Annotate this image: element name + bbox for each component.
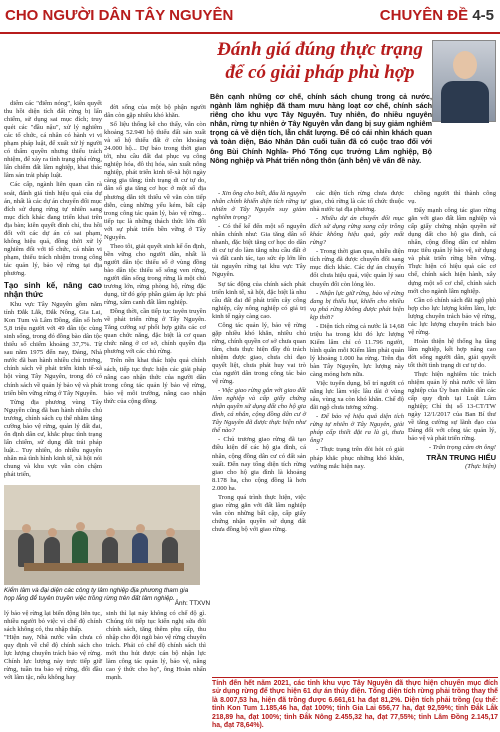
col4-para-6: Việc tuyển dụng, bố trí người có năng lực làm việc lâu dài ở vùng sâu, vùng xa còn khó khăn. Chế độ đãi ngộ chưa tương xứng. <box>310 380 404 412</box>
portrait-suit <box>441 81 489 123</box>
col4-para-7: - Để bảo vệ hiệu quả diện tích rừng tự nhiên ở Tây Nguyên, giải pháp cấp thiết đặt ra là gì, thưa ông? <box>310 413 404 445</box>
photo-credit: Ảnh: TTXVN <box>174 600 210 607</box>
byline: TRẦN TRUNG HIẾU <box>426 452 496 462</box>
col3-para-4: Công tác quản lý, bảo vệ rừng gặp nhiều khó khăn, nhiều chủ rừng, chính quyền cơ sở chưa quan tâm, chưa thực hiện đầy đủ trách nhiệm được giao, chưa chỉ đạo quyết liệt, chưa phát huy vai trò của người dân trong công tác bảo vệ rừng. <box>212 321 306 386</box>
col4-para-5: - Diện tích rừng cả nước là 14,68 triệu ha trong khi đó lực lượng Kiểm lâm chỉ có 11.796 người, bình quân mỗi Kiểm lâm phải quản lý khoảng 1.000 ha rừng. Trên địa bàn Tây Nguyên, lực lượng này càng mỏng hơn nữa. <box>310 322 404 379</box>
masthead <box>0 0 500 34</box>
portrait-photo <box>432 40 496 122</box>
closing-thanks: - Trân trọng cảm ơn ông! <box>428 444 496 452</box>
section-label <box>380 7 494 24</box>
col5-para-5: Thực hiện nghiêm túc trách nhiệm quản lý nhà nước về lâm nghiệp của Ủy ban nhân dân các cấp quy định tại Luật Lâm nghiệp; Chỉ thị số 13-CT/TW ngày 12/1/2017 của Ban Bí thư về tăng cường sự lãnh đạo của Đảng đối với công tác quản lý, bảo vệ và phát triển rừng. <box>408 371 496 443</box>
col4-para-8: - Thực trạng trên đòi hỏi có giải pháp khắc phục những khó khăn, vướng mắc hiện nay. <box>310 446 404 470</box>
photo-person <box>18 533 34 567</box>
col1-para-3: Khu vực Tây Nguyên gồm năm tỉnh Đắk Lắk, Đắk Nông, Gia Lai, Kon Tum và Lâm Đồng, dân số hơn 5,8 triệu người với 49 dân tộc cùng sinh sống, trong đó đồng bào dân tộc thiểu số chiếm khoảng 37,7%. Từ sau năm 1975 đến nay, Đảng, Nhà nước đã ban hành nhiều chủ trương, chính sách về phát triển kinh tế-xã hội vùng Tây Nguyên, trong đó có chính sách về quản lý bảo vệ và phát triển bền vững rừng ở Tây Nguyên. <box>4 301 102 397</box>
col2-bottom: sinh thì lại nảy không có chế độ gì. Chúng tôi tiếp tục kiến nghị sửa đổi chính sách, tăng thêm phụ cấp, thu nhập cho đội ngũ bảo vệ rừng chuyên trách. Phải có chế độ chính sách thì mới thu hút được cán bộ nhận lực làm công tác quản lý, bảo vệ, nâng cao ý thức cho họ", ông Hoàn nhấn mạnh. <box>106 610 206 682</box>
col1-para-4: Từng địa phương vùng Tây Nguyên cũng đã ban hành nhiều chủ trương, chính sách cụ thể nhằm tăng cường bảo vệ rừng, quản lý đất đai, ổn định dân cư, khắc phục tình trạng lấn chiếm, sử dụng đất trái pháp luật... Tuy nhiên, do nhiều nguyên nhân mà tình hình kinh tế, xã hội nói chung và khu vực vẫn còn chậm phát triển, <box>4 398 102 479</box>
column-3 <box>212 190 306 535</box>
page-number: 4-5 <box>472 7 494 24</box>
col1-para-2: Các cấp, ngành liên quan cần rà soát, đánh giá tính hiệu quả của dự án, nhất là các dự án chuyển đổi mục đích sử dụng rừng tự nhiên sang mục đích khác đang triển khai trên địa bàn; kiên quyết đình chỉ, thu hồi đối với các dự án có sai phạm, không hiệu quả, đồng thời xử lý nghiêm đối với tổ chức, cá nhân vi phạm, thiếu trách nhiệm trong công tác quản lý, bảo vệ rừng tại địa phương. <box>4 181 102 277</box>
col1-bottom: lý bảo vệ rừng lại biến động liên tục, nhiều người bỏ việc vì chế độ chính sách không có, thu nhập thấp. "Hiện nay, Nhà nước vẫn chưa có quy định về chế độ chính sách cho lực lượng chuyên trách bảo vệ rừng. Chính lực lượng này trực tiếp giữ rừng, tuần tra bảo vệ rừng, đối đầu với lâm tặc, nếu không hay <box>4 610 102 682</box>
meeting-photo <box>4 485 200 585</box>
col5-para-4: Hoàn thiện hệ thống hạ tầng lâm nghiệp, kết hợp nâng cao đời sống người dân, giải quyết tốt thời tình trạng di cư tự do. <box>408 337 496 369</box>
photo-table <box>24 563 184 571</box>
col3-para-7: Trong quá trình thực hiện, việc giao rừng gắn với đất lâm nghiệp vẫn còn những bất cập, cấp giấy chứng nhận quyền sử dụng đất chưa đồng bộ với giao rừng. <box>212 493 306 533</box>
col4-para-4: - Nhận lực giữ rừng, bảo vệ rừng đang bị thiếu hụt, khiến cho nhiều vụ phá rừng không được phát hiện kịp thời? <box>310 289 405 321</box>
col3-para-3: Sự tác động của chính sách phát triển kinh tế, xã hội, đặc biệt là nhu cầu đất đai để phát triển cây công nghiệp, cây nông nghiệp có giá trị kinh tế ngày càng cao. <box>212 280 306 320</box>
col3-para-5: - Việc giao rừng gắn với giao đất lâm nghiệp và cấp giấy chứng nhận quyền sử dụng đất cho hộ gia đình, cá nhân, cộng đồng dân cư ở Tây Nguyên đã được thực hiện như thế nào? <box>212 387 306 435</box>
section-label-text: CHUYÊN ĐỀ <box>379 7 469 24</box>
col2-para-5: Trên nền khai thác hiệu quả chính sách, tiếp tục thực hiện các giải pháp nâng cao nhận thức của người dân trong công tác quản lý bảo vệ rừng, bảo vệ môi trường, nâng cao nhận thức của cộng đồng. <box>104 357 206 405</box>
photo-person <box>132 533 148 567</box>
photo-person <box>72 531 88 565</box>
column-2 <box>104 104 206 407</box>
portrait-head <box>453 51 477 79</box>
col5-para-3: Cần có chính sách đãi ngộ phù hợp cho lực lượng kiểm lâm, lực lượng chuyên trách bảo vệ rừng, các lực lượng chuyên trách bảo vệ rừng. <box>408 296 496 336</box>
subheading: Tạo sinh kế, nâng cao nhận thức <box>4 281 102 300</box>
col1-para-1: diểm các "điểm nóng", kiên quyết thu hồi diện tích đất rừng bị lấn chiếm, sử dụng sai mục đích; truy quét các "đầu nậu", xử lý nghiêm các tổ chức, cá nhân có hành vi vi phạm pháp luật, để xuất xử lý người có thẩm quyền nhưng thiếu trách nhiệm, để xảy ra tình trạng phá rừng, lấn chiếm đất lâm nghiệp, khai thác lâm sản trái pháp luật. <box>4 100 102 180</box>
column-4 <box>310 190 404 472</box>
info-box: Tính đến hết năm 2021, các tỉnh khu vực Tây Nguyên đã thực hiện chuyển mục đích sử dụng rừng để thực hiện 61 dự án thủy điện. Tổng diện tích rừng phải trồng thay thế là 8.007,53 ha, hiện đã trồng được 6.661,61 ha đạt 81,2%. Diện tích phải trồng (cụ thể: tỉnh Kon Tum 1.185,46 ha, đạt 100%; tỉnh Gia Lai 656,77 ha, đạt 92,59%; tỉnh Đắk Lắk 218,89 ha, đạt 100%; tỉnh Đắk Nông 2.455,32 ha, đạt 77,55%; tỉnh Lâm Đồng 2.145,17 ha, đạt 78,64%). <box>212 677 498 729</box>
photo-wall <box>4 485 200 530</box>
lead-paragraph: Bên cạnh những cơ chế, chính sách chung trong cả nước, ngành lâm nghiệp đã tham mưu hàng loạt cơ chế, chính sách riêng cho khu vực Tây Nguyên. Tuy nhiên, đo nhiều nguyên nhân, rừng tự nhiên ở Tây Nguyên vẫn đang bị suy giảm nghiêm trọng cả về diện tích, lẫn chất lượng. Để có cái nhìn khách quan và toàn diện, Báo Nhân Dân cuối tuần đã có cuộc trao đổi với ông Bùi Chính Nghĩa- Phó Tổng cục trưởng Lâm nghiệp, Bộ Nông nghiệp và Phát triển nông thôn (ảnh bên) về vấn đề này. <box>210 92 432 165</box>
photo-caption: Kiểm lâm và đại diện các công ty lâm nghiệp địa phương tham gia họp lắng để tuyên truyền việc trồng rừng trên đất lâm nghiệp. <box>4 587 189 602</box>
col3-para-6: - Chủ trương giao rừng đã tạo điều kiện để các hộ gia đình, cá nhân, cộng đồng dân cư có đất sản xuất. Đến nay tổng diện tích rừng giao cho hộ gia đình là khoảng 8.178 ha, cho cộng đồng là hơn 2.000 ha. <box>212 436 306 492</box>
col3-para-1: - Xin ông cho biết, đâu là nguyên nhân chính khiến diện tích rừng tự nhiên ở Tây Nguyên suy giảm nghiêm trọng? <box>212 190 306 222</box>
col4-para-1: các diện tích rừng chưa được giao, chủ rừng là các tổ chức thuộc nhà nước tại địa phương. <box>310 190 404 214</box>
col5-para-1: chồng người thì thành công vụ. <box>408 190 496 206</box>
col2-para-3: Theo tôi, giải quyết sinh kế ổn định, bền vững cho người dân, nhất là người dân tộc thiểu số ở vùng đồng bào dân tộc thiểu số sống ven rừng, người dân sống trong rừng là một chủ trương lớn, rừng phòng hộ, rừng đặc dụng, từ đó góp phần giảm áp lực phá rừng, xâm canh đất lâm nghiệp. <box>104 242 206 307</box>
col4-para-2: - Nhiều dự án chuyển đổi mục đích sử dụng rừng sang cây trồng khác không hiệu quả, gây mất rừng? <box>310 215 404 247</box>
col4-para-3: - Trong thời gian qua, nhiều diện tích rừng đã được chuyển đổi sang mục đích khác. Các dự án chuyển đổi chưa hiệu quả, việc quản lý sau chuyển đổi còn lỏng lẻo. <box>310 248 404 288</box>
col2-para-4: Đồng thời, cần tiếp tục tuyên truyền về phát triển rừng ở Tây Nguyên. Tăng cường sự phối hợp giữa các cơ quan chức năng, đặc biệt là cơ quan chức năng ở cơ sở, chính quyền địa phương với các chủ rừng. <box>104 308 206 356</box>
section-title: CHO NGƯỜI DÂN TÂY NGUYÊN <box>5 7 234 24</box>
col3-para-2: - Có thể kể đến một số nguyên nhân chính như: Gia tăng dân số nhanh, đặc biệt tăng cơ học do dân di cư tự do làm tăng nhu cầu đất ở và đất canh tác, tạo sức ép lớn lên tài nguyên rừng tại khu vực Tây Nguyên. <box>212 223 306 279</box>
col2-para-2: Số liệu thống kê cho thấy, vẫn còn khoảng 52.940 hộ thiếu đất sản xuất và số hộ thiếu đất ở còn khoảng 24.000 hộ... Dự báo trong thời gian tới, nhu cầu đất đai phục vụ công nghiệp hóa, đô thị hóa, sản xuất nông nghiệp, phát triển kinh tế-xã hội ngày càng gia tăng; tình trạng di cư tự do, dân số gia tăng cơ học ở một số địa phương dẫn tới thiếu về văn còn tiếp diễn, cùng những yếu kém, bất cập trong công tác quản lý, bảo vệ rừng... tiếp tục là những thách thức lớn đối với sự phát triển bền vững ở Tây Nguyên. <box>104 121 206 241</box>
column-5 <box>408 190 496 472</box>
col5-para-2: Đẩy mạnh công tác giao rừng gắn với giao đất lâm nghiệp và cấp giấy chứng nhận quyền sử dụng đất cho hộ gia đình, cá nhân, cộng đồng dân cư nhằm mục tiêu quản lý bảo vệ, sử dụng và phát triển rừng bền vững. Thực hiện có hiệu quả các cơ chế, chính sách hiện hành, xây dựng một số cơ chế, chính sách mới cho ngành lâm nghiệp. <box>408 207 496 295</box>
headline: Đánh giá đúng thực trạng để có giải pháp phù hợp <box>217 39 423 83</box>
column-1 <box>4 100 102 480</box>
byline-note: (Thực hiện) <box>465 462 496 470</box>
col2-para-1: đời sống của một bộ phận người dân còn gặp nhiều khó khăn. <box>104 104 206 120</box>
